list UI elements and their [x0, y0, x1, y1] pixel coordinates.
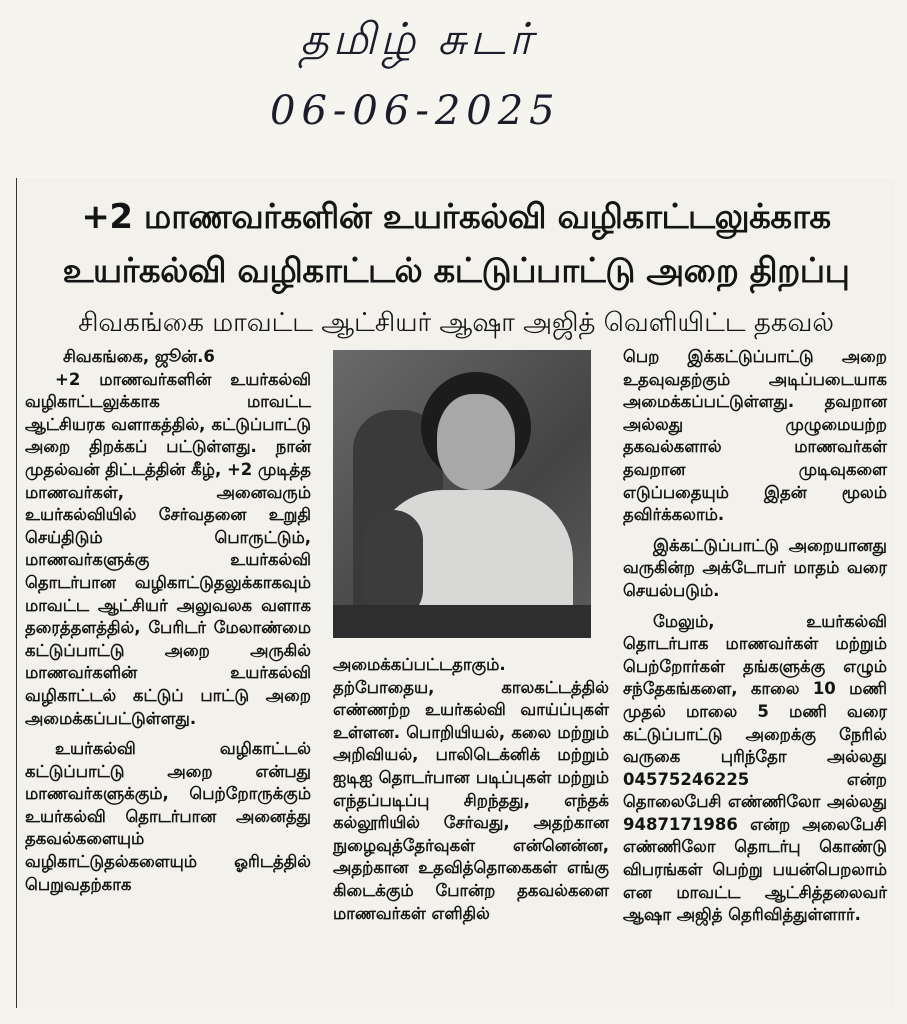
column-2 [333, 654, 609, 933]
headline-line-2: உயர்கல்வி வழிகாட்டல் கட்டுப்பாட்டு அறை திறப்பு [62, 251, 850, 291]
handwritten-date: 06-06-2025 [270, 88, 561, 134]
column-3 [623, 346, 887, 935]
paragraph: இக்கட்டுப்பாட்டு அறையானது வருகின்ற அக்டோபர் மாதம் வரை செயல்படும். [623, 535, 887, 600]
news-clipping [16, 178, 895, 1008]
paragraph: +2 மாணவர்களின் உயர்கல்வி வழிகாட்டலுக்காக மாவட்ட ஆட்சியரக வளாகத்தில், கட்டுப்பாட்டு அறை திறக்கப் பட்டுள்ளது. நான் முதல்வன் திட்டத்தின் கீழ், +2 முடித்த மாணவர்கள், அனைவரும் உயர்கல்வியில் சேர்வதனை உறுதி செய்திடும் பொருட்டும், மாணவர்களுக்கு உயர்கல்வி தொடர்பான வழிகாட்டுதலுக்காகவும் மாவட்ட ஆட்சியர் அலுவலக வளாக தரைத்தளத்தில், பேரிடர் மேலாண்மை கட்டுப்பாட்டு அறை அருகில் மாணவர்களின் உயர்கல்வி வழிகாட்டல் கட்டுப் பாட்டு அறை அமைக்கப்பட்டுள்ளது. [25, 369, 311, 728]
headline [17, 190, 895, 298]
paragraph: பெற இக்கட்டுப்பாட்டு அறை உதவுவதற்கும் அடிப்படையாக அமைக்கப்பட்டுள்ளது. தவறான அல்லது முழுமையற்ற தகவல்களால் மாணவர்கள் தவறான முடிவுகளை எடுப்பதையும் இதன் மூலம் தவிர்க்கலாம். [623, 347, 887, 525]
collector-photo [333, 350, 591, 638]
subheadline: சிவகங்கை மாவட்ட ஆட்சியர் ஆஷா அஜித் வெளியிட்ட தகவல் [78, 308, 834, 338]
paragraph: மேலும், உயர்கல்வி தொடர்பாக மாணவர்கள் மற்றும் பெற்றோர்கள் தங்களுக்கு எழும் சந்தேகங்களை, காலை 10 மணி முதல் மாலை 5 மணி வரை கட்டுப்பாட்டு அறைக்கு நேரில் வருகை புரிந்தோ அல்லது 04575246225 என்ற தொலைபேசி எண்ணிலோ அல்லது 9487171986 என்ற அலைபேசி எண்ணிலோ தொடர்பு கொண்டு விபரங்கள் பெற்று பயன்பெறலாம் என மாவட்ட ஆட்சித்தலைவர் ஆஷா அஜித் தெரிவித்துள்ளார். [623, 611, 887, 925]
headline-line-1: +2 மாணவர்களின் உயர்கல்வி வழிகாட்டலுக்காக [81, 197, 831, 237]
dateline: சிவகங்கை, ஜூன்.6 [63, 347, 215, 366]
paragraph: உயர்கல்வி வழிகாட்டல் கட்டுப்பாட்டு அறை என்பது மாணவர்களுக்கும், பெற்றோருக்கும் உயர்கல்வி தொடர்பான அனைத்து தகவல்களையும் வழிகாட்டுதல்களையும் ஓரிடத்தில் பெறுவதற்காக [25, 739, 311, 894]
column-1 [25, 346, 311, 904]
paragraph: அமைக்கப்பட்டதாகும். தற்போதைய, காலகட்டத்தில் எண்ணற்ற உயர்கல்வி வாய்ப்புகள் உள்ளன. பொறியியல், கலை மற்றும் அறிவியல், பாலிடெக்னிக் மற்றும் ஐடிஐ தொடர்பான படிப்புகள் மற்றும் எந்தப்படிப்பு சிறந்தது, எந்தக் கல்லூரியில் சேர்வது, அதற்கான நுழைவுத்தேர்வுகள் என்னென்ன, அதற்கான உதவித்தொகைகள் எங்கு கிடைக்கும் போன்ற தகவல்களை மாணவர்கள் எளிதில் [333, 655, 609, 923]
handwritten-paper-name: தமிழ் சுடர் [300, 14, 537, 65]
